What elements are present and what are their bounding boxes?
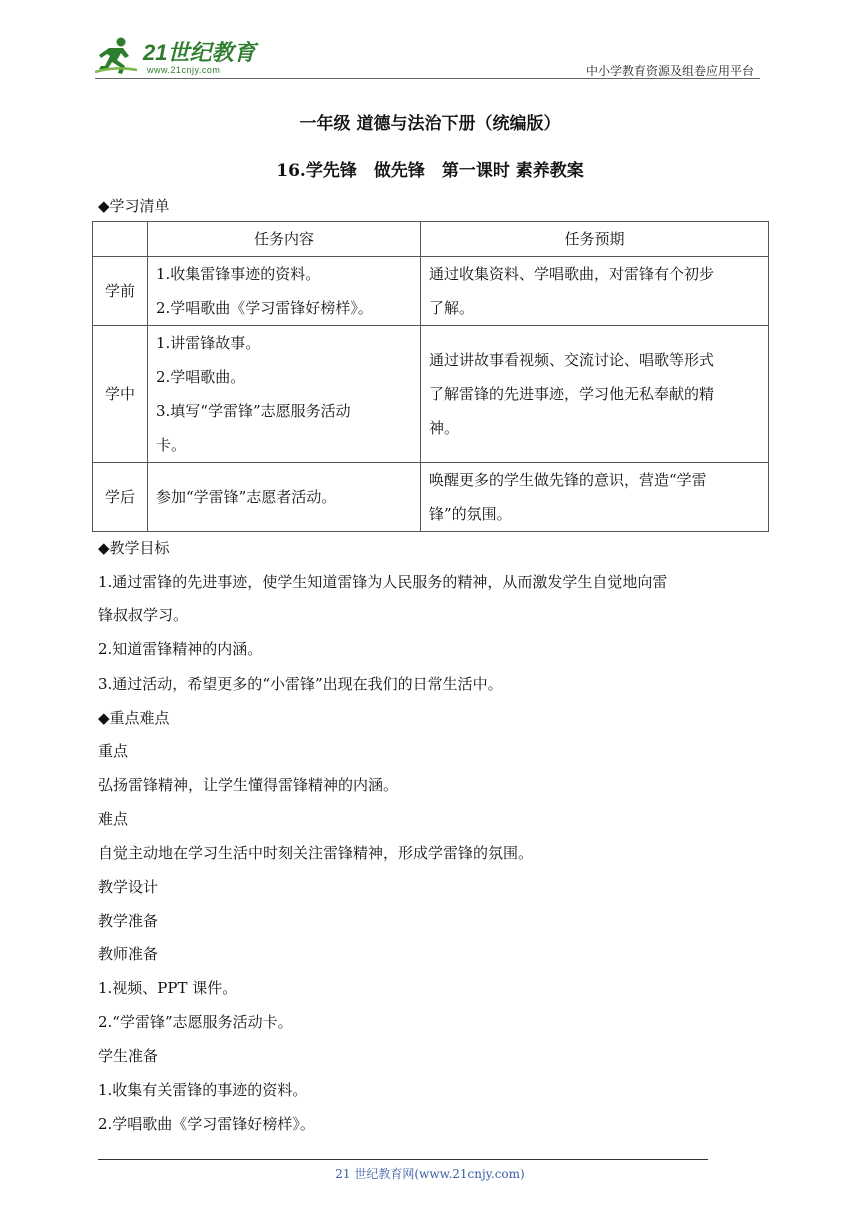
goal-line: 1.通过雷锋的先进事迹，使学生知道雷锋为人民服务的精神，从而激发学生自觉地向雷 — [98, 573, 668, 591]
student-prep-label: 学生准备 — [98, 1047, 159, 1065]
teacher-prep-label: 教师准备 — [98, 945, 159, 963]
section-heading-goals: ◆教学目标 — [98, 539, 170, 557]
content-line: 2.学唱歌曲。 — [156, 368, 246, 386]
content-line: 2.学唱歌曲《学习雷锋好榜样》。 — [156, 299, 373, 317]
table-header-cell: 任务预期 — [421, 222, 769, 257]
expect-line: 唤醒更多的学生做先锋的意识，营造“学雷 — [429, 471, 707, 489]
expect-cell — [421, 326, 769, 463]
content-cell — [148, 463, 421, 532]
table-row — [93, 257, 769, 326]
hard-label: 难点 — [98, 810, 129, 828]
document-subtitle: 16.学先锋 做先锋 第一课时 素养教案 — [276, 161, 584, 181]
content-line: 1.收集雷锋事迹的资料。 — [156, 265, 321, 283]
table-header-cell — [93, 222, 148, 257]
content-line: 卡。 — [156, 436, 187, 454]
expect-line: 了解。 — [429, 299, 475, 317]
footer-link[interactable]: 21 世纪教育网(www.21cnjy.com) — [335, 1167, 525, 1181]
content-line: 参加“学雷锋”志愿者活动。 — [156, 488, 337, 506]
student-prep-item: 2.学唱歌曲《学习雷锋好榜样》。 — [98, 1115, 315, 1133]
stage-cell: 学后 — [93, 463, 148, 532]
section-heading-key-points: ◆重点难点 — [98, 709, 170, 727]
content-line: 1.讲雷锋故事。 — [156, 334, 261, 352]
teacher-prep-item: 2.“学雷锋”志愿服务活动卡。 — [98, 1013, 293, 1031]
page-header — [95, 26, 760, 80]
teacher-prep-item: 1.视频、PPT 课件。 — [98, 979, 238, 997]
expect-line: 通过讲故事看视频、交流讨论、唱歌等形式 — [429, 351, 715, 369]
key-text: 弘扬雷锋精神，让学生懂得雷锋精神的内涵。 — [98, 776, 399, 794]
table-header-cell: 任务内容 — [148, 222, 421, 257]
stage-cell: 学前 — [93, 257, 148, 326]
task-table — [92, 221, 769, 532]
key-label: 重点 — [98, 742, 129, 760]
goal-line: 锋叔叔学习。 — [98, 606, 189, 624]
goal-line: 2.知道雷锋精神的内涵。 — [98, 640, 263, 658]
expect-cell — [421, 463, 769, 532]
content-line: 3.填写“学雷锋”志愿服务活动 — [156, 402, 351, 420]
prep-title: 教学准备 — [98, 912, 159, 930]
logo-url: www.21cnjy.com — [147, 65, 221, 75]
stage-cell: 学中 — [93, 326, 148, 463]
table-row — [93, 463, 769, 532]
expect-cell — [421, 257, 769, 326]
header-divider — [95, 78, 760, 79]
expect-line: 了解雷锋的先进事迹，学习他无私奉献的精 — [429, 385, 715, 403]
student-prep-item: 1.收集有关雷锋的事迹的资料。 — [98, 1081, 308, 1099]
section-heading-checklist: ◆学习清单 — [98, 197, 170, 215]
logo-text: 21世纪教育 — [143, 40, 256, 65]
document-title: 一年级 道德与法治下册（统编版） — [299, 114, 561, 134]
runner-logo-icon — [95, 36, 139, 76]
table-header-row — [93, 222, 769, 257]
expect-line: 神。 — [429, 419, 460, 437]
hard-text: 自觉主动地在学习生活中时刻关注雷锋精神，形成学雷锋的氛围。 — [98, 844, 534, 862]
platform-name: 中小学教育资源及组卷应用平台 — [585, 64, 754, 78]
expect-line: 锋”的氛围。 — [429, 505, 512, 523]
site-logo[interactable] — [95, 36, 265, 76]
goal-line: 3.通过活动，希望更多的“小雷锋”出现在我们的日常生活中。 — [98, 675, 503, 693]
footer-divider — [98, 1159, 708, 1160]
expect-line: 通过收集资料、学唱歌曲，对雷锋有个初步 — [429, 265, 715, 283]
table-row — [93, 326, 769, 463]
content-cell — [148, 326, 421, 463]
content-cell — [148, 257, 421, 326]
design-title: 教学设计 — [98, 878, 159, 896]
